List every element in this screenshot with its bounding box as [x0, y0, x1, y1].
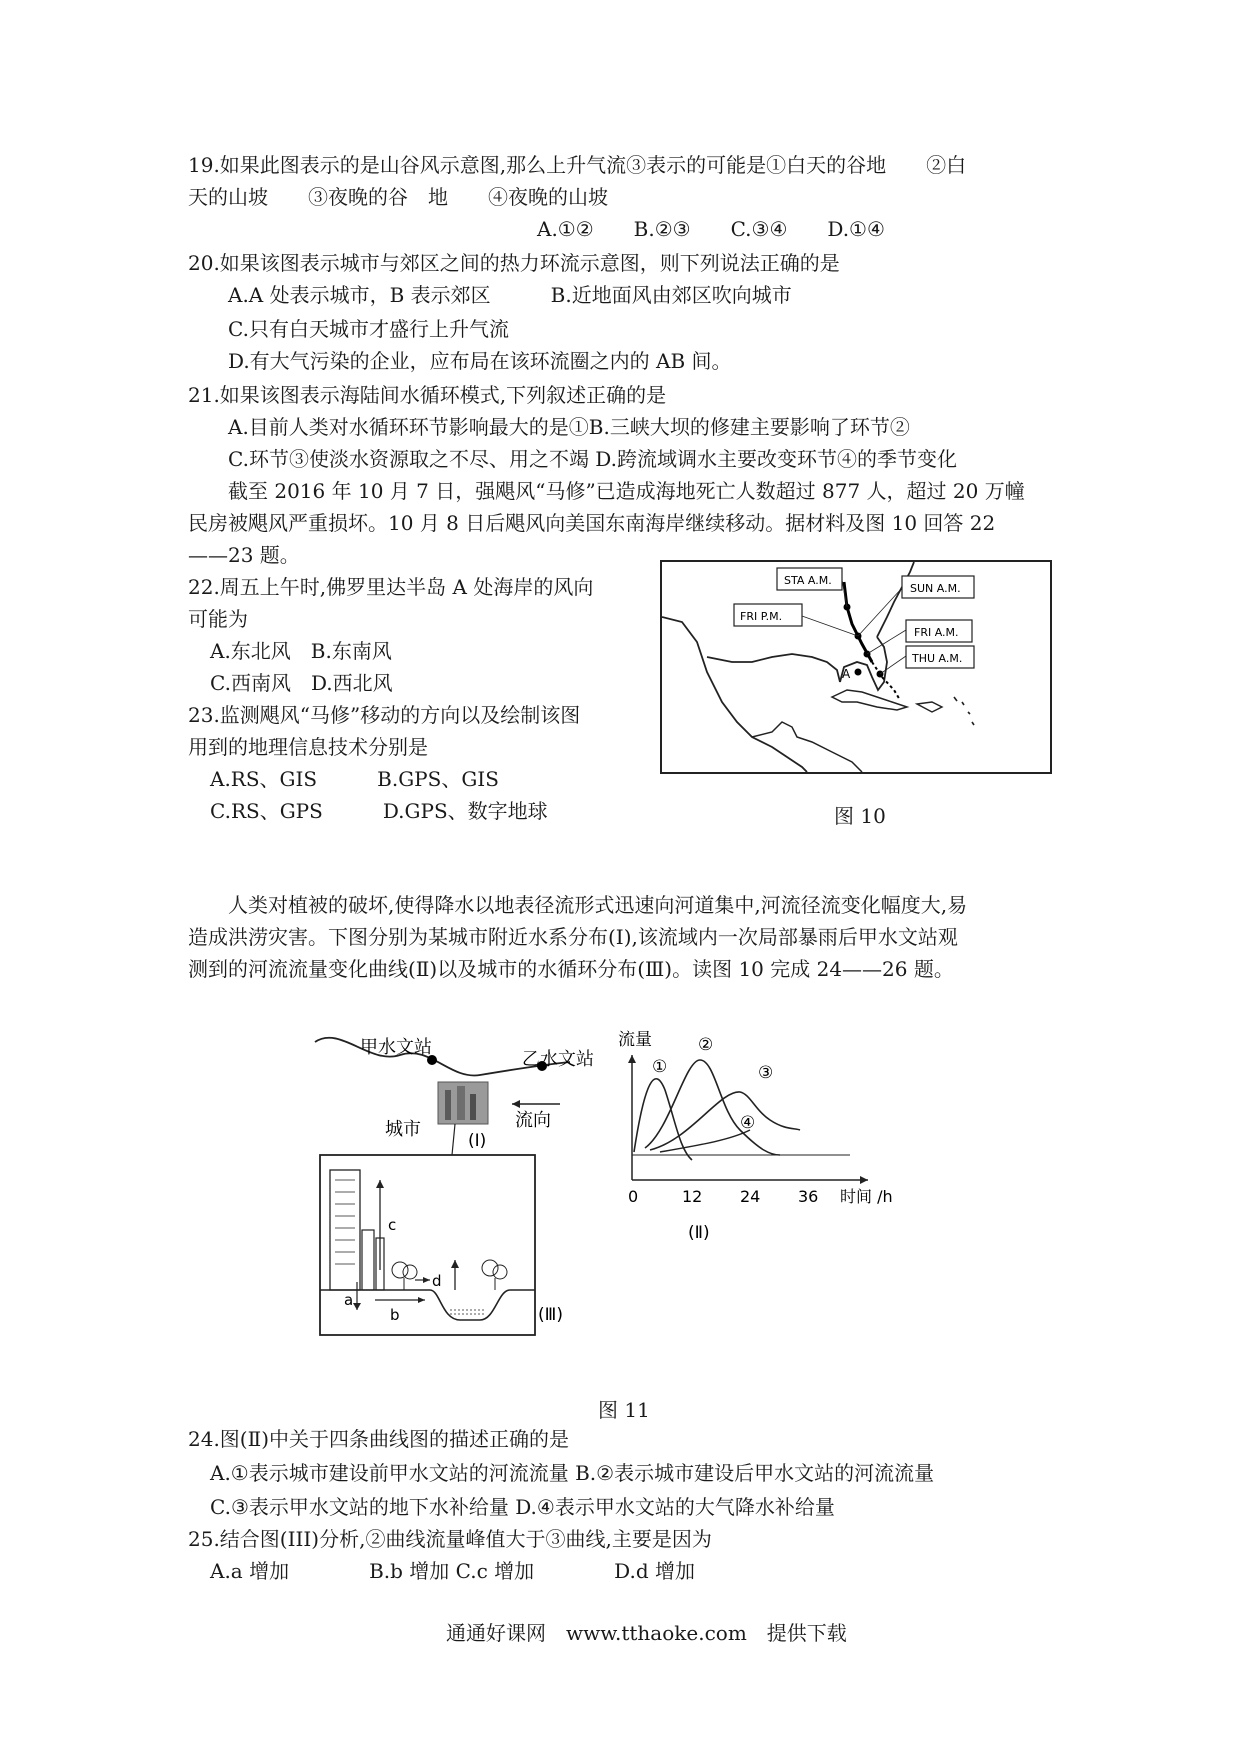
q24-stem: 24.图(Ⅱ)中关于四条曲线图的描述正确的是	[188, 1427, 570, 1451]
q21-options-ab: A.目前人类对水循环环节影响最大的是①B.三峡大坝的修建主要影响了环节②	[228, 415, 910, 439]
curve-4-label: ④	[740, 1113, 756, 1133]
station-jia-label: 甲水文站	[360, 1037, 432, 1058]
arrow-a-label: a	[344, 1291, 354, 1309]
q23-stem2: 用到的地理信息技术分别是	[188, 735, 428, 759]
curve-1-label: ①	[652, 1057, 668, 1077]
q19-line1: 19.如果此图表示的是山谷风示意图,那么上升气流③表示的可能是①白天的谷地 ②白	[188, 153, 967, 177]
point-a-label: A	[842, 667, 851, 681]
label-fri-pm: FRI P.M.	[740, 610, 783, 623]
x-tick-24: 24	[740, 1187, 761, 1206]
q25-options: A.a 增加 B.b 增加 C.c 增加 D.d 增加	[210, 1559, 695, 1583]
hurricane-track-solid	[844, 582, 872, 662]
x-tick-36: 36	[798, 1187, 819, 1206]
q22-options-cd: C.西南风 D.西北风	[210, 671, 393, 695]
q24-options-ab: A.①表示城市建设前甲水文站的河流流量 B.②表示城市建设后甲水文站的河流流量	[210, 1461, 935, 1485]
q20-stem: 20.如果该图表示城市与郊区之间的热力环流示意图，则下列说法正确的是	[188, 251, 840, 275]
hurricane-map	[660, 560, 1052, 774]
q24-options-cd: C.③表示甲水文站的地下水补给量 D.④表示甲水文站的大气降水补给量	[210, 1495, 835, 1519]
q20-option-c: C.只有白天城市才盛行上升气流	[228, 317, 509, 341]
label-thu: THU A.M.	[912, 652, 963, 665]
q23-options-ab: A.RS、GIS B.GPS、GIS	[210, 767, 499, 791]
curve-2-label: ②	[698, 1035, 714, 1055]
flow-direction-label: 流向	[515, 1110, 551, 1131]
q20-option-d: D.有大气污染的企业，应布局在该环流圈之内的 AB 间。	[228, 349, 732, 373]
point-a-marker	[855, 669, 862, 676]
coastline-gulf	[707, 654, 840, 682]
q22-stem1: 22.周五上午时,佛罗里达半岛 A 处海岸的风向	[188, 575, 594, 599]
building-tall	[330, 1170, 360, 1290]
part3-label: (Ⅲ)	[538, 1305, 563, 1325]
island-hispaniola	[917, 702, 942, 712]
q25-stem: 25.结合图(III)分析,②曲线流量峰值大于③曲线,主要是因为	[188, 1527, 712, 1551]
q20-options-ab: A.A 处表示城市，B 表示郊区 B.近地面风由郊区吹向城市	[228, 283, 792, 307]
part2-label: (Ⅱ)	[688, 1223, 710, 1243]
label-sun: SUN A.M.	[910, 582, 961, 595]
arrow-c-label: c	[388, 1216, 397, 1234]
q21-stem: 21.如果该图表示海陆间水循环模式,下列叙述正确的是	[188, 383, 667, 407]
hurricane-map-drawing	[662, 562, 1050, 772]
hydrograph-ylabel: 流量	[618, 1030, 652, 1050]
station-yi-label: 乙水文站	[522, 1049, 594, 1070]
figure11-caption: 图 11	[598, 1398, 650, 1422]
island-chain	[954, 697, 974, 725]
hydrograph-xlabel: 时间 /h	[840, 1187, 893, 1206]
label-sta: STA A.M.	[784, 574, 832, 587]
arrow-b-label: b	[390, 1306, 400, 1324]
arrow-d-label: d	[432, 1272, 442, 1290]
q19-line2: 天的山坡 ③夜晚的谷 地 ④夜晚的山坡	[188, 185, 608, 209]
curve-4	[660, 1130, 750, 1152]
figure10-caption: 图 10	[834, 804, 886, 828]
q22-options-ab: A.东北风 B.东南风	[210, 639, 392, 663]
material2-line3: 测到的河流流量变化曲线(Ⅱ)以及城市的水循环分布(Ⅲ)。读图 10 完成 24——26 题。	[188, 957, 954, 981]
material1-line3: ——23 题。	[188, 543, 300, 567]
x-tick-12: 12	[682, 1187, 703, 1206]
material2-line2: 造成洪涝灾害。下图分别为某城市附近水系分布(Ⅰ),该流域内一次局部暴雨后甲水文站观	[188, 925, 958, 949]
material2-line1: 人类对植被的破坏,使得降水以地表径流形式迅速向河道集中,河流径流变化幅度大,易	[228, 893, 968, 917]
curve-3	[650, 1092, 800, 1150]
material1-line1: 截至 2016 年 10 月 7 日，强飓风“马修”已造成海地死亡人数超过 877 人，超过 20 万幢	[228, 479, 1025, 503]
material1-line2: 民房被飓风严重损坏。10 月 8 日后飓风向美国东南海岸继续移动。据材料及图 10 回答 22	[188, 511, 996, 535]
figure11	[300, 1020, 940, 1350]
figure11-drawing	[300, 1020, 940, 1350]
city-label: 城市	[385, 1119, 421, 1140]
coastline-central-america	[752, 722, 862, 772]
curve-3-label: ③	[758, 1063, 774, 1083]
page-footer: 通通好课网 www.tthaoke.com 提供下载	[446, 1621, 847, 1645]
x-tick-0: 0	[628, 1187, 639, 1206]
q22-stem2: 可能为	[188, 607, 248, 631]
part1-label: (Ⅰ)	[468, 1131, 487, 1151]
q23-options-cd: C.RS、GPS D.GPS、数字地球	[210, 799, 548, 823]
q19-options: A.①② B.②③ C.③④ D.①④	[537, 217, 885, 241]
q21-options-cd: C.环节③使淡水资源取之不尽、用之不竭 D.跨流域调水主要改变环节④的季节变化	[228, 447, 957, 471]
label-fri-am: FRI A.M.	[914, 626, 959, 639]
island-cuba	[832, 690, 907, 710]
coastline-mexico	[662, 617, 807, 772]
q23-stem1: 23.监测飓风“马修”移动的方向以及绘制该图	[188, 703, 581, 727]
